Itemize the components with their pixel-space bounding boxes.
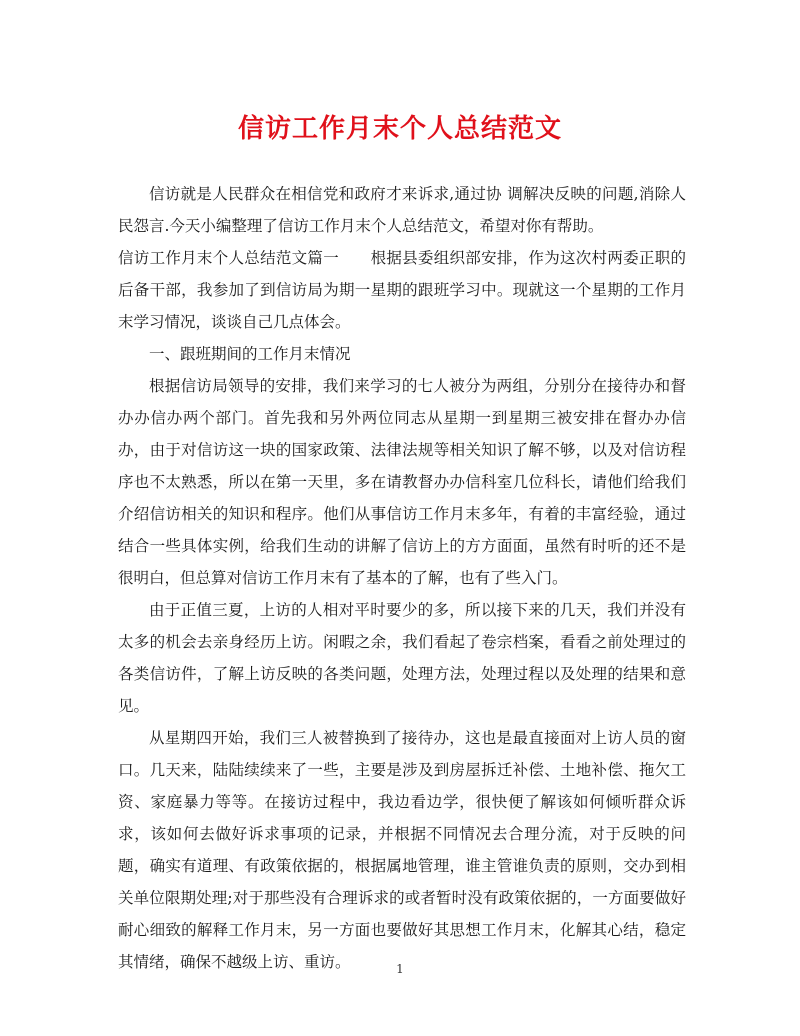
paragraph-body: 根据信访局领导的安排，我们来学习的七人被分为两组，分别分在接待办和督办办信办两个部门。首先我和另外两位同志从星期一到星期三被安排在督办办信办，由于对信访这一块的国家政策、法律法规等相关知识了解不够，以及对信访程序也不太熟悉，所以在第一天里，多在请教督办办信科室几位科长，请他们给我们介绍信访相关的知识和程序。他们从事信访工作月末多年，有着的丰富经验，通过结合一些具体实例，给我们生动的讲解了信访上的方方面面，虽然有时听的还不是很明白，但总算对信访工作月末有了基本的了解，也有了些入门。	[118, 377, 686, 587]
page-number: 1	[396, 962, 404, 976]
document-body	[118, 178, 686, 978]
paragraph-body: 由于正值三夏，上访的人相对平时要少的多，所以接下来的几天，我们并没有太多的机会去亲身经历上访。闲暇之余，我们看起了卷宗档案，看看之前处理过的各类信访件，了解上访反映的各类问题，处理方法，处理过程以及处理的结果和意见。	[118, 601, 686, 715]
section-heading: 一、跟班期间的工作月末情况	[149, 345, 351, 363]
paragraph-body: 从星期四开始，我们三人被替换到了接待办，这也是最直接面对上访人员的窗口。几天来，陆陆续续来了一些，主要是涉及到房屋拆迁补偿、土地补偿、拖欠工资、家庭暴力等等。在接访过程中，我边看边学，很快便了解该如何倾听群众诉求，该如何去做好诉求事项的记录，并根据不同情况去合理分流，对于反映的问题，确实有道理、有政策依据的，根据属地管理，谁主管谁负责的原则，交办到相关单位限期处理;对于那些没有合理诉求的或者暂时没有政策依据的，一方面要做好耐心细致的解释工作月末，另一方面也要做好其思想工作月末，化解其心结，稳定其情绪，确保不越级上访、重访。	[118, 729, 686, 971]
paragraph-intro: 信访就是人民群众在相信党和政府才来诉求,通过协 调解决反映的问题,消除人民怨言.今天小编整理了信访工作月末个人总结范文，希望对你有帮助。	[118, 185, 686, 235]
document-title: 信访工作月末个人总结范文	[237, 114, 562, 144]
paragraph-section-one-opening: 信访工作月末个人总结范文篇一 根据县委组织部安排，作为这次村两委正职的后备干部，我参加了到信访局为期一星期的跟班学习中。现就这一个星期的工作月末学习情况，谈谈自己几点体会。	[118, 249, 686, 331]
